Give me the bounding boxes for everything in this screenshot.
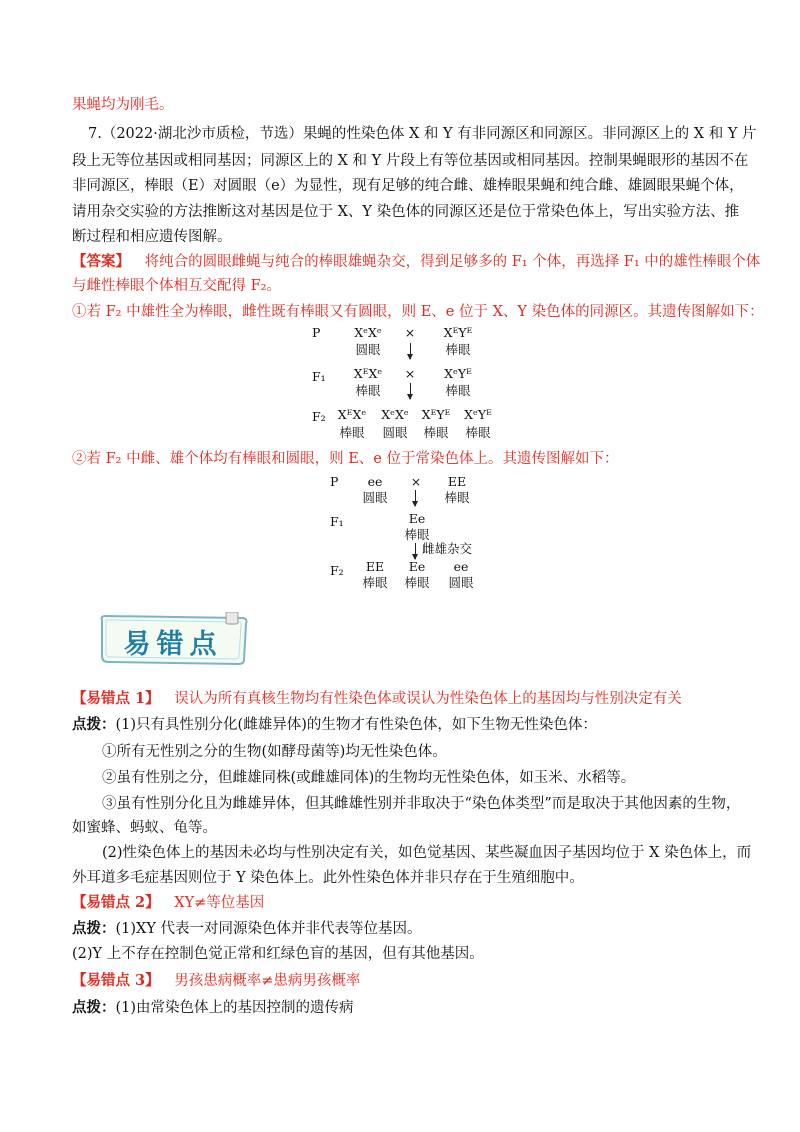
genotype: XᵉYᴱ xyxy=(464,407,492,422)
genotype: ee xyxy=(367,474,383,489)
question-line: 断过程和相应遗传图解。 xyxy=(72,229,232,245)
genotype: EE xyxy=(447,474,467,489)
cross-symbol: × xyxy=(410,474,422,489)
answer-line xyxy=(72,251,760,273)
genotype: ee xyxy=(453,559,469,574)
phenotype: 棒眼 xyxy=(445,383,471,398)
tip-lead: 点拨： xyxy=(72,716,116,733)
tip-text: (1)只有具性别分化(雌雄异体)的生物才有性染色体，如下生物无性染色体： xyxy=(115,717,597,733)
tip-lead: 点拨： xyxy=(72,999,116,1016)
genotype: XᴱYᴱ xyxy=(421,407,451,422)
banner-title: 易错点 xyxy=(123,629,223,660)
tip-line: (2)性染色体上的基因未必均与性别决定有关，如色觉基因、某些凝血因子基因均位于 X 染色体上，而 xyxy=(102,845,752,861)
f1-label: F₁ xyxy=(330,514,344,529)
tip-line xyxy=(72,918,422,940)
down-arrow-icon xyxy=(415,490,416,506)
answer-text: 将纯合的圆眼雌蝇与纯合的棒眼雄蝇杂交，得到足够多的 F₁ 个体，再选择 F₁ 中的雄性棒眼个体 xyxy=(144,254,761,270)
tip-line: ③虽有性别分化且为雌雄异体，但其雌雄性别并非取决于“染色体类型”而是取决于其他因素的生物， xyxy=(102,796,741,812)
error-point-3-heading xyxy=(72,970,360,992)
tip-lead: 点拨： xyxy=(72,920,116,937)
phenotype: 圆眼 xyxy=(362,490,388,505)
answer-line-2: 与雌性棒眼个体相互交配得 F₂。 xyxy=(72,278,281,294)
genotype: XᴱXᵉ xyxy=(353,366,383,381)
error-point-title: 男孩患病概率≠患病男孩概率 xyxy=(174,973,361,989)
case-2: ②若 F₂ 中雌、雄个体均有棒眼和圆眼，则 E、e 位于常染色体上。其遗传图解如下： xyxy=(72,451,619,467)
phenotype: 棒眼 xyxy=(445,342,471,357)
p-label: P xyxy=(312,325,321,340)
phenotype: 圆眼 xyxy=(382,425,408,440)
error-point-tag: 【易错点 1】 xyxy=(72,690,160,707)
phenotype: 棒眼 xyxy=(423,425,449,440)
genotype: XᵉXᵉ xyxy=(354,325,382,340)
f2-label: F₂ xyxy=(330,563,344,578)
tip-text: (1)XY 代表一对同源染色体并非代表等位基因。 xyxy=(115,921,422,937)
down-arrow-icon xyxy=(410,343,411,359)
error-point-1-heading xyxy=(72,688,682,710)
question-line: 请用杂交实验的方法推断这对基因是位于 X、Y 染色体的同源区还是位于常染色体上，写出实验方法、推 xyxy=(72,204,740,220)
top-line: 果蝇均为刚毛。 xyxy=(72,97,174,113)
tip-line: (2)Y 上不存在控制色觉正常和红绿色盲的基因，但有其他基因。 xyxy=(72,946,484,962)
answer-tag: 【答案】 xyxy=(72,253,130,270)
f2-label: F₂ xyxy=(312,409,326,424)
phenotype: 圆眼 xyxy=(355,342,381,357)
cross-symbol: × xyxy=(404,325,416,340)
error-point-2-heading xyxy=(72,892,264,914)
phenotype: 棒眼 xyxy=(444,490,470,505)
tip-line: 如蜜蜂、蚂蚁、龟等。 xyxy=(72,820,217,836)
genotype: XᵉXᵉ xyxy=(381,407,409,422)
genotype: XᴱYᴱ xyxy=(443,325,473,340)
phenotype: 棒眼 xyxy=(404,527,430,542)
question-line: 7.（2022·湖北沙市质检，节选）果蝇的性染色体 X 和 Y 有非同源区和同源区。非同源区上的 X 和 Y 片 xyxy=(88,126,757,142)
tip-line: 外耳道多毛症基因则位于 Y 染色体上。此外性染色体并非只存在于生殖细胞中。 xyxy=(72,870,584,886)
genotype: XᴱXᵉ xyxy=(337,407,367,422)
cross-symbol: × xyxy=(404,366,416,381)
down-arrow-icon xyxy=(415,543,416,559)
tip-line xyxy=(72,997,354,1019)
phenotype: 棒眼 xyxy=(339,425,365,440)
f1-label: F₁ xyxy=(312,369,326,384)
phenotype: 圆眼 xyxy=(448,575,474,590)
phenotype: 棒眼 xyxy=(355,383,381,398)
question-line: 非同源区，棒眼（E）对圆眼（e）为显性，现有足够的纯合雌、雄棒眼果蝇和纯合雌、雄圆眼果蝇个体， xyxy=(72,178,744,194)
phenotype: 棒眼 xyxy=(404,575,430,590)
genotype: Ee xyxy=(408,511,426,526)
genotype: XᵉYᴱ xyxy=(444,366,472,381)
tip-line: ①所有无性别之分的生物(如酵母菌等)均无性染色体。 xyxy=(102,744,447,760)
error-point-tag: 【易错点 2】 xyxy=(72,894,160,911)
tip-text: (1)由常染色体上的基因控制的遗传病 xyxy=(115,1000,354,1016)
cross-note: 雌雄杂交 xyxy=(422,541,473,556)
case-1: ①若 F₂ 中雄性全为棒眼，雌性既有棒眼又有圆眼，则 E、e 位于 X、Y 染色体的同源区。其遗传图解如下： xyxy=(72,304,764,320)
error-point-tag: 【易错点 3】 xyxy=(72,972,160,989)
error-point-title: 误认为所有真核生物均有性染色体或误认为性染色体上的基因均与性别决定有关 xyxy=(174,691,682,707)
down-arrow-icon xyxy=(410,383,411,399)
genotype: EE xyxy=(365,559,385,574)
phenotype: 棒眼 xyxy=(362,575,388,590)
question-line: 段上无等位基因或相同基因；同源区上的 X 和 Y 片段上有等位基因或相同基因。控制果蝇眼形的基因不在 xyxy=(72,153,749,169)
section-banner xyxy=(96,612,250,668)
tip-line xyxy=(72,714,597,736)
genotype: Ee xyxy=(408,559,426,574)
p-label: P xyxy=(330,474,339,489)
error-point-title: XY≠等位基因 xyxy=(174,895,265,911)
tip-line: ②虽有性别之分，但雌雄同株(或雌雄同体)的生物均无性染色体，如玉米、水稻等。 xyxy=(102,770,636,786)
phenotype: 棒眼 xyxy=(465,425,491,440)
